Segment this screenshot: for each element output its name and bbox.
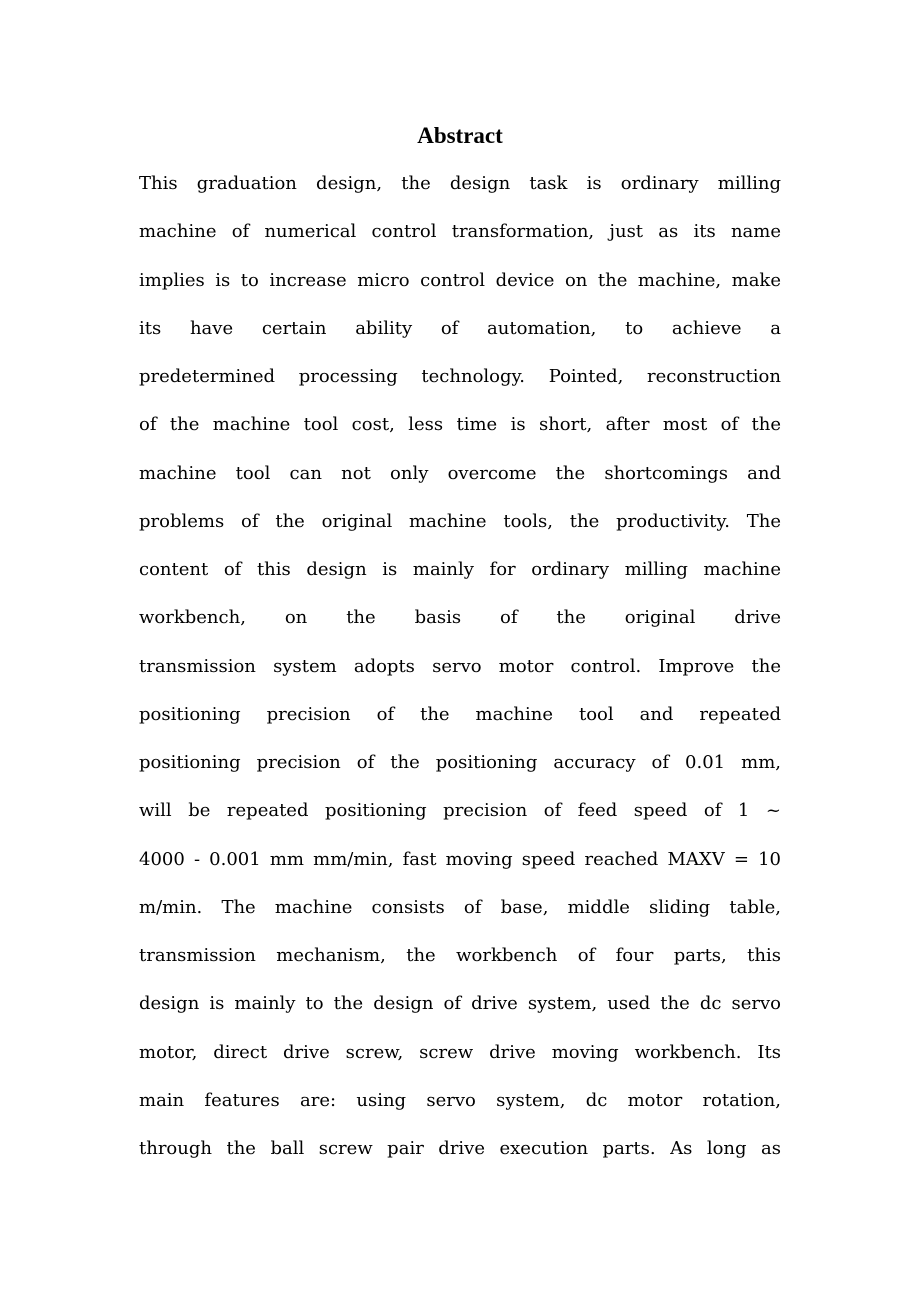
abstract-line: This graduation design, the design task is ordinary milling	[139, 173, 781, 194]
abstract-line: transmission system adopts servo motor control. Improve the	[139, 655, 781, 677]
abstract-line: its have certain ability of automation, to achieve a	[139, 317, 781, 339]
abstract-line: implies is to increase micro control device on the machine, make	[139, 269, 781, 291]
abstract-line: problems of the original machine tools, the productivity. The	[139, 510, 781, 532]
abstract-line: content of this design is mainly for ordinary milling machine	[139, 559, 781, 580]
abstract-line: positioning precision of the positioning accuracy of 0.01 mm,	[139, 752, 781, 773]
abstract-line: machine of numerical control transformation, just as its name	[139, 221, 781, 243]
abstract-line: transmission mechanism, the workbench of four parts, this	[139, 945, 781, 966]
abstract-line: main features are: using servo system, dc motor rotation,	[139, 1089, 781, 1111]
abstract-line: workbench, on the basis of the original drive	[139, 607, 781, 629]
abstract-title: Abstract	[417, 123, 503, 148]
abstract-line: design is mainly to the design of drive system, used the dc servo	[139, 993, 781, 1015]
abstract-line: through the ball screw pair drive execution parts. As long as	[139, 1138, 781, 1159]
abstract-line: will be repeated positioning precision of feed speed of 1 ~	[139, 800, 781, 822]
abstract-line: positioning precision of the machine tool and repeated	[139, 703, 781, 725]
abstract-body	[139, 160, 781, 1173]
abstract-line: motor, direct drive screw, screw drive moving workbench. Its	[139, 1041, 781, 1063]
abstract-line: 4000 - 0.001 mm mm/min, fast moving speed reached MAXV = 10	[139, 848, 781, 870]
abstract-line: predetermined processing technology. Pointed, reconstruction	[139, 366, 781, 387]
abstract-line: m/min. The machine consists of base, middle sliding table,	[139, 896, 781, 918]
abstract-line: machine tool can not only overcome the shortcomings and	[139, 462, 781, 484]
abstract-line: of the machine tool cost, less time is short, after most of the	[139, 414, 781, 436]
